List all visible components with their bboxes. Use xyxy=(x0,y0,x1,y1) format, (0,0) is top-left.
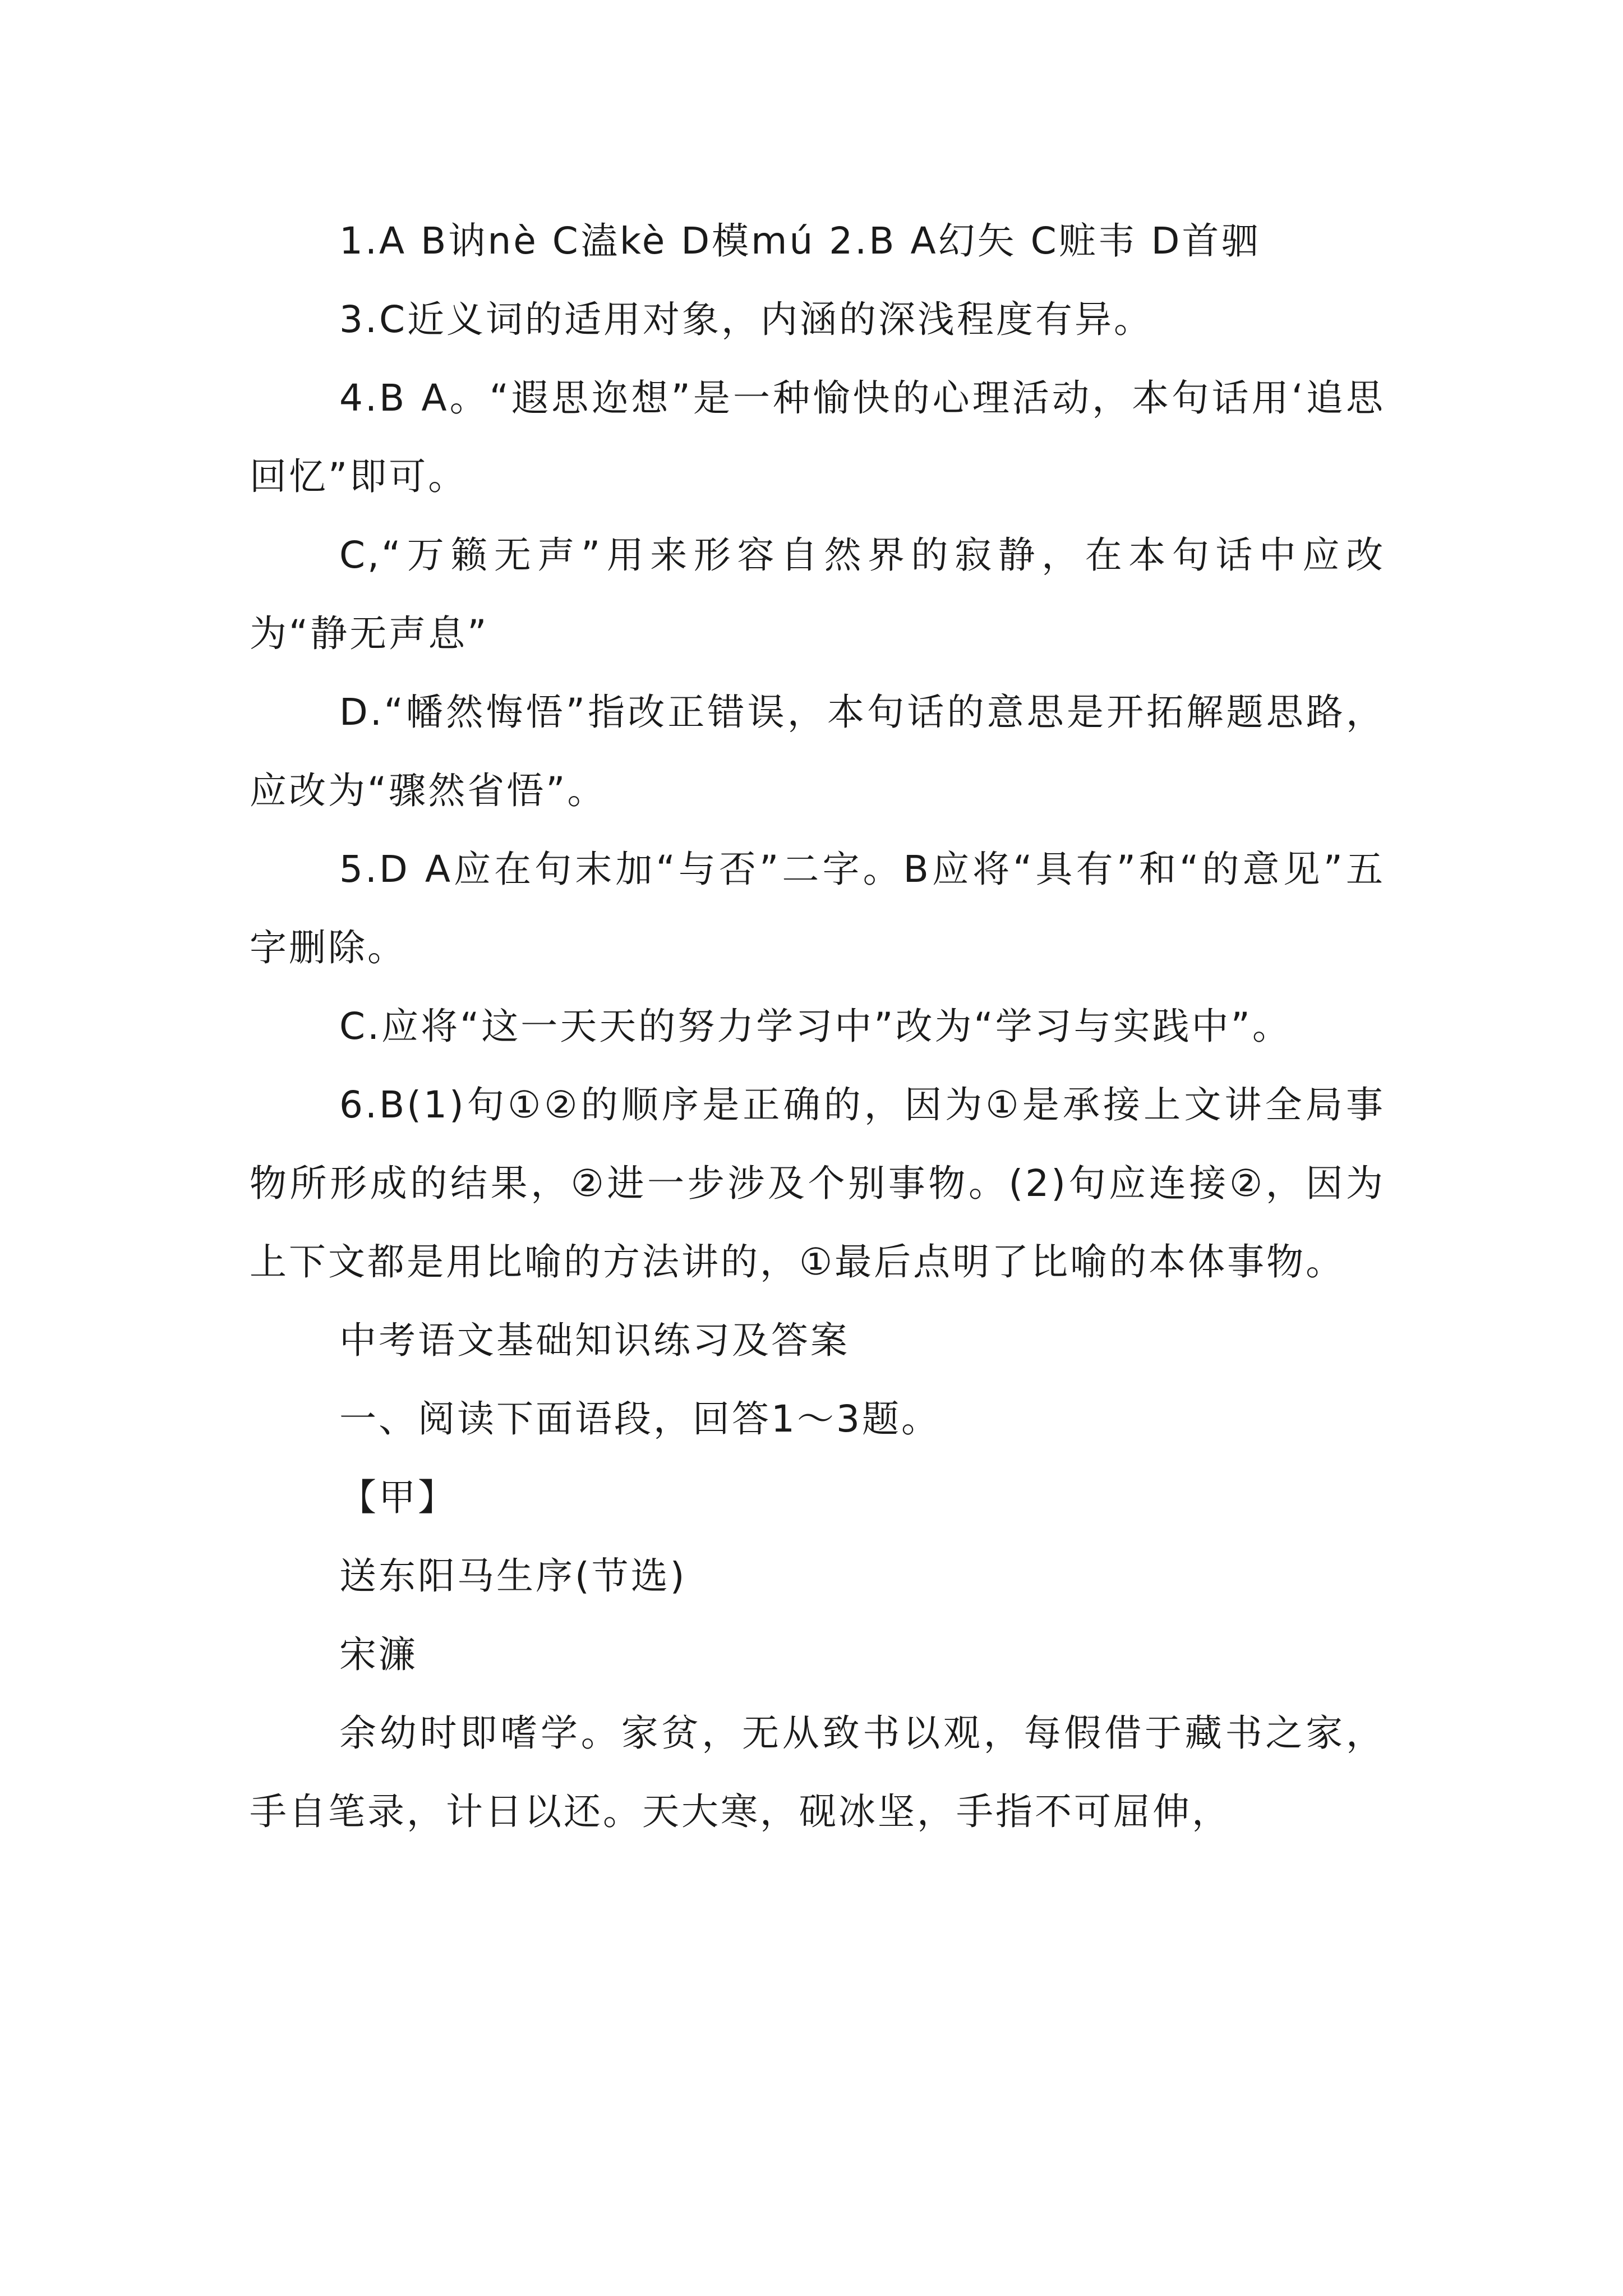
answer-1-2: 1.A B讷nè C溘kè D模mú 2.B A幻矢 C赃韦 D首驷 xyxy=(339,219,1261,263)
passage-author: 宋濂 xyxy=(339,1633,418,1676)
answer-5-c: C.应将“这一天天的努力学习中”改为“学习与实践中”。 xyxy=(339,1005,1292,1048)
answer-6: 6.B(1)句①②的顺序是正确的，因为①是承接上文讲全局事物所形成的结果，②进一步涉及个别事物。(2)句应连接②，因为上下文都是用比喻的方法讲的，①最后点明了比喻的本体事物。 xyxy=(250,1083,1385,1283)
section-title: 中考语文基础知识练习及答案 xyxy=(339,1319,850,1362)
answer-3: 3.C近义词的适用对象，内涵的深浅程度有异。 xyxy=(339,298,1154,341)
answer-4-c: C,“万籁无声”用来形容自然界的寂静，在本句话中应改为“静无声息” xyxy=(250,533,1385,655)
passage-label: 【甲】 xyxy=(339,1476,457,1519)
question-instruction: 一、阅读下面语段，回答1～3题。 xyxy=(339,1397,940,1441)
answer-4-d: D.“幡然悔悟”指改正错误，本句话的意思是开拓解题思路，应改为“骤然省悟”。 xyxy=(250,691,1385,812)
passage-text: 余幼时即嗜学。家贫，无从致书以观，每假借于藏书之家，手自笔录，计日以还。天大寒，砚冰坚，手指不可屈伸， xyxy=(250,1711,1385,1833)
passage-title: 送东阳马生序(节选) xyxy=(339,1554,687,1598)
document-body xyxy=(250,202,1385,1851)
answer-4: 4.B A。“遐思迩想”是一种愉快的心理活动，本句话用‘追思回忆”即可。 xyxy=(250,376,1385,498)
answer-5: 5.D A应在句末加“与否”二字。B应将“具有”和“的意见”五字删除。 xyxy=(250,848,1385,969)
